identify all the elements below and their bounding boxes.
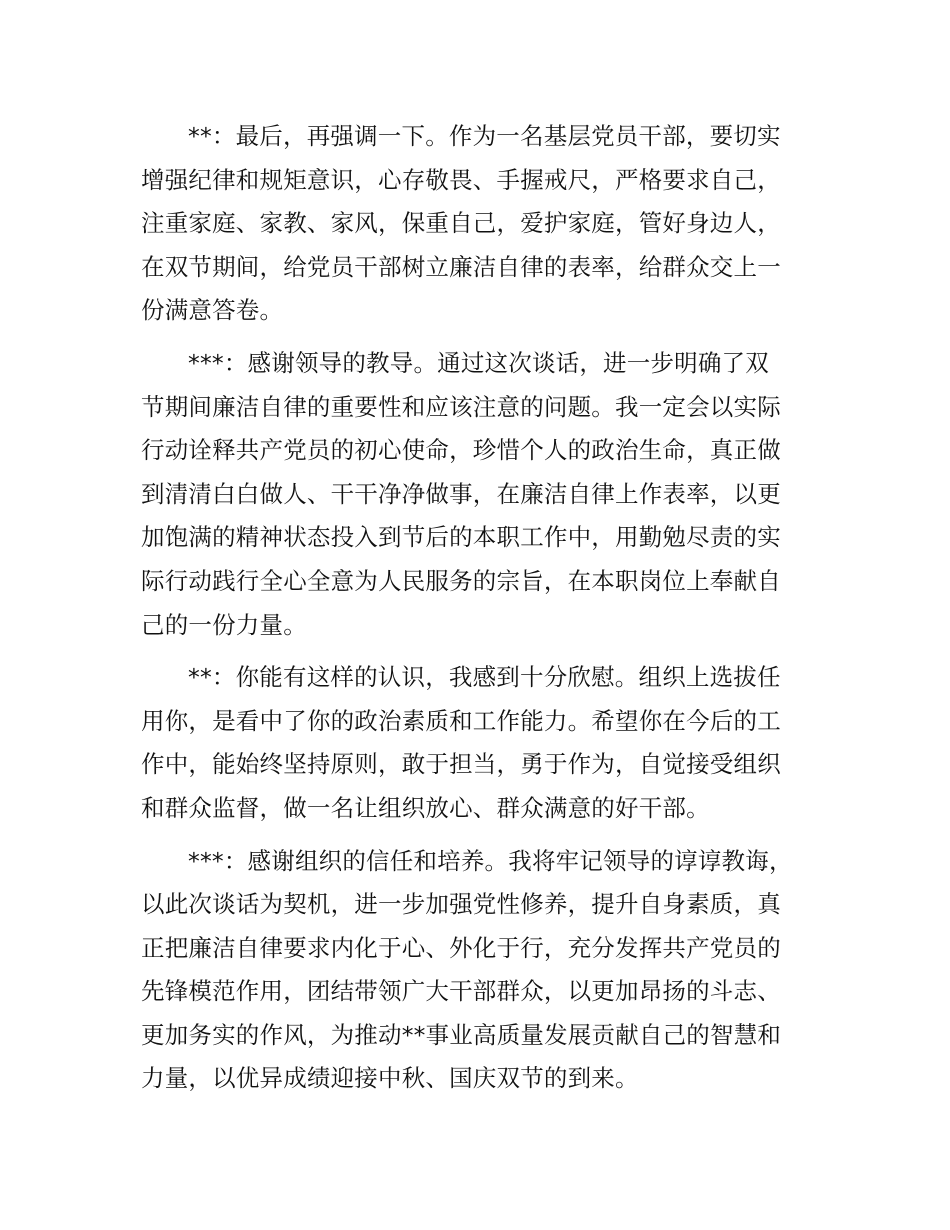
text-line: 份满意答卷。 (141, 296, 284, 325)
document-page (141, 115, 831, 1110)
text-line: **：你能有这样的认识，我感到十分欣慰。组织上选拔任 (188, 663, 781, 692)
text-line: 用你，是看中了你的政治素质和工作能力。希望你在今后的工 (141, 706, 781, 735)
text-line: 先锋模范作用，团结带领广大干部群众，以更加昂扬的斗志、 (141, 977, 781, 1006)
paragraph-cadre-commitment (141, 840, 831, 1102)
paragraph-cadre-response (141, 342, 831, 647)
text-line: 行动诠释共产党员的初心使命，珍惜个人的政治生命，真正做 (141, 436, 781, 465)
text-line: 加饱满的精神状态投入到节后的本职工作中，用勤勉尽责的实 (141, 523, 781, 552)
text-line: 正把廉洁自律要求内化于心、外化于行，充分发挥共产党员的 (141, 933, 781, 962)
text-line: 注重家庭、家教、家风，保重自己，爱护家庭，管好身边人， (141, 209, 781, 238)
text-line: 作中，能始终坚持原则，敢于担当，勇于作为，自觉接受组织 (141, 750, 781, 779)
text-line: **：最后，再强调一下。作为一名基层党员干部，要切实 (188, 122, 781, 150)
text-line: 力量，以优异成绩迎接中秋、国庆双节的到来。 (141, 1064, 639, 1093)
text-line: 在双节期间，给党员干部树立廉洁自律的表率，给群众交上一 (141, 252, 781, 281)
paragraph-leader-encouragement (141, 656, 831, 830)
text-line: 更加务实的作风，为推动**事业高质量发展贡献自己的智慧和 (141, 1020, 782, 1049)
text-line: 增强纪律和规矩意识，心存敬畏、手握戒尺，严格要求自己， (141, 165, 781, 194)
text-line: 节期间廉洁自律的重要性和应该注意的问题。我一定会以实际 (141, 392, 781, 421)
text-line: ***：感谢领导的教导。通过这次谈话，进一步明确了双 (188, 348, 769, 377)
text-line: 到清清白白做人、干干净净做事，在廉洁自律上作表率，以更 (141, 479, 781, 508)
paragraph-leader-reminder (141, 115, 831, 333)
text-line: 和群众监督，做一名让组织放心、群众满意的好干部。 (141, 793, 710, 822)
text-line: 己的一份力量。 (141, 610, 307, 639)
text-line: 以此次谈话为契机，进一步加强党性修养，提升自身素质，真 (141, 890, 781, 919)
text-line: 际行动践行全心全意为人民服务的宗旨，在本职岗位上奉献自 (141, 566, 781, 595)
text-line: ***：感谢组织的信任和培养。我将牢记领导的谆谆教诲， (188, 846, 793, 875)
